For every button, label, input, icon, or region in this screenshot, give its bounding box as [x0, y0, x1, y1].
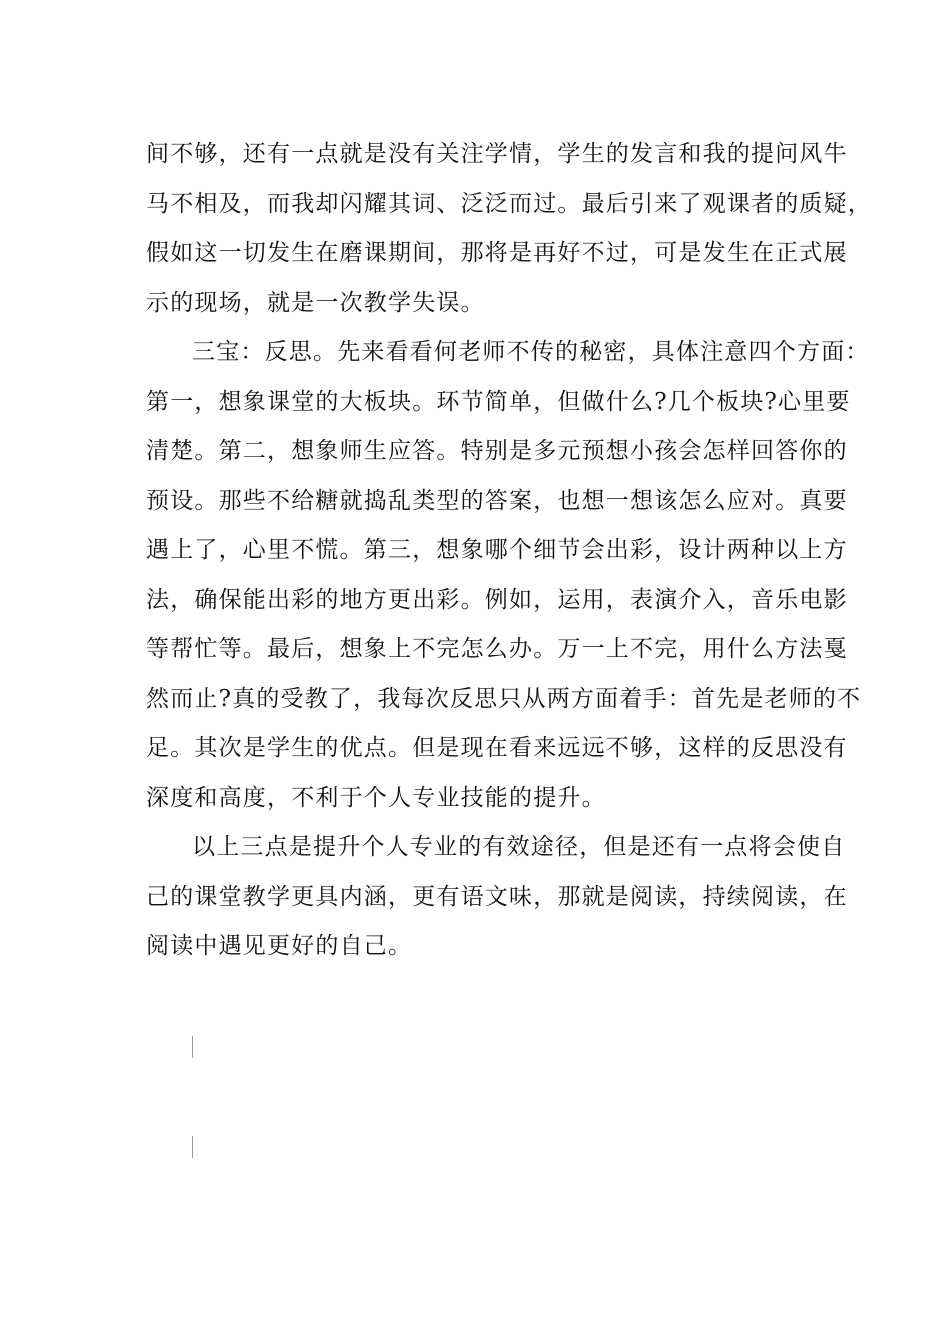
text-line: 预设。那些不给糖就捣乱类型的答案，也想一想该怎么应对。真要 [146, 487, 848, 514]
text-line: 深度和高度，不利于个人专业技能的提升。 [146, 784, 606, 811]
paragraph-conclusion [146, 823, 848, 972]
text-line: 遇上了，心里不慌。第三，想象哪个细节会出彩，设计两种以上方 [146, 537, 848, 563]
text-line: 间不够，还有一点就是没有关注学情，学生的发言和我的提问风牛 [146, 141, 848, 167]
text-line: 假如这一切发生在磨课期间，那将是再好不过，可是发生在正式展 [146, 240, 848, 266]
text-line: 然而止?真的受教了，我每次反思只从两方面着手：首先是老师的不 [146, 685, 862, 712]
text-line: 足。其次是学生的优点。但是现在看来远远不够，这样的反思没有 [146, 735, 848, 761]
text-line: 第一，想象课堂的大板块。环节简单，但做什么?几个板块?心里要 [146, 388, 851, 415]
paragraph-reflection [146, 328, 870, 823]
text-line: 马不相及，而我却闪耀其词、泛泛而过。最后引来了观课者的质疑， [146, 190, 872, 217]
text-line: 三宝：反思。先来看看何老师不传的秘密，具体注意四个方面： [192, 339, 870, 365]
text-line: 己的课堂教学更具内涵，更有语文味，那就是阅读，持续阅读，在 [146, 883, 848, 910]
text-cursor-mark [192, 1036, 193, 1058]
text-line: 等帮忙等。最后，想象上不完怎么办。万一上不完，用什么方法戛 [146, 636, 848, 662]
text-cursor-mark [192, 1136, 193, 1158]
text-line: 示的现场，就是一次教学失误。 [146, 289, 485, 316]
text-line: 阅读中遇见更好的自己。 [146, 933, 413, 959]
text-line: 法，确保能出彩的地方更出彩。例如，运用，表演介入，音乐电影 [146, 586, 848, 613]
paragraph-continuation [146, 130, 872, 328]
text-line: 以上三点是提升个人专业的有效途径，但是还有一点将会使自 [192, 834, 846, 860]
text-line: 清楚。第二，想象师生应答。特别是多元预想小孩会怎样回答你的 [146, 438, 848, 464]
document-body [146, 130, 872, 972]
